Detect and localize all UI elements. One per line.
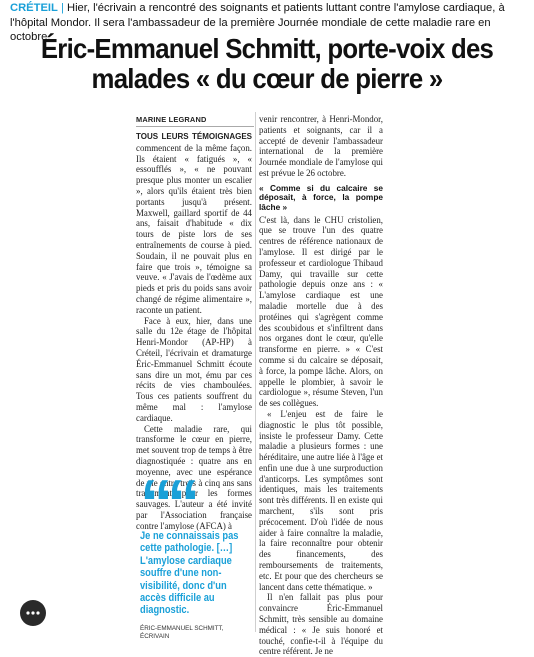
- column2-paragraph-3: « L'enjeu est de faire le diagnostic le plus tôt possible, insiste le professeur Damy. Cette maladie a plusieurs formes : une héréditaire, une autre liée à l'âge et enfin une due à une surproduction d'anticorps. Les symptômes sont identiques, mais les traitements sont très différents. Il en existe qui marchent, s'ils sont pris précocement. D'où l'idée de nous aider à faire connaître la maladie, la faire reconnaître pour obtenir des financements, des remboursements de traitements, etc. Et pour que des chercheurs se lancent dans cette thématique. »: [259, 408, 383, 592]
- byline: MARINE LEGRAND: [136, 115, 207, 124]
- article-column-2: [259, 114, 383, 657]
- column2-paragraph-4: Il n'en fallait pas plus pour convaincre Éric-Emmanuel Schmitt, très sensible au domaine médical : « Je suis honoré et touché, confie-t-il à l'équipe du centre référent. Je ne: [259, 592, 383, 657]
- column2-paragraph-1: venir rencontrer, à Henri-Mondor, patients et soignants, car il a accepté de devenir l'ambassadeur international de la première Journée mondiale de l'amylose qui est prévue le 26 octobre.: [259, 114, 383, 178]
- column1-paragraph-3: Cette maladie rare, qui transforme le cœur en pierre, met souvent trop de temps à être diagnostiquée : quatre ans en moyenne, avec une espérance de vie entre trois à cinq ans sans traitement pour les formes sauvages. L'auteur a été invité par l'Association française contre l'amylose (AFCA) à: [136, 423, 252, 531]
- byline-divider: [136, 126, 254, 127]
- column1-lead: TOUS LEURS TÉMOIGNAGES: [136, 132, 252, 141]
- column2-subhead: « Comme si du calcaire se déposait, à force, la pompe lâche »: [259, 182, 383, 212]
- column-divider: [255, 112, 256, 632]
- pull-quote-text: Je ne connaissais pas cette pathologie. […] L'amylose cardiaque souffre d'une non-visibilité, donc d'un accès difficile au diagnostic.: [140, 530, 239, 617]
- column1-paragraph-1-text: commencent de la même façon. Ils étaient « fatigués », « essoufflés », « ne pouvant presque plus monter un escalier », alors qu'ils étaient très bien portants jusqu'à présent. Maxwell, gaillard sportif de 44 ans, faisait d'habitude « dix tours de piste lors de ses entraînements de course à pied. Soudain, il ne pouvait plus en faire que trois », témoigne sa veuve. « J'avais de l'œdème aux pieds et pris du poids sans avoir changé de régime alimentaire », raconte un patient.: [136, 142, 252, 315]
- quote-marks-icon: ““: [140, 466, 194, 540]
- pull-quote-author-name: ÉRIC-EMMANUEL SCHMITT,: [140, 624, 224, 632]
- column1-paragraph-1: [136, 131, 252, 316]
- kicker-text: Hier, l'écrivain a rencontré des soignants et patients luttant contre l'amylose cardiaque, à l'hôpital Mondor. Il sera l'ambassadeur de la première Journée mondiale de cette maladie rare en octobre.: [10, 2, 505, 43]
- kicker-tag: CRÉTEIL: [10, 2, 58, 14]
- kicker-separator: |: [60, 2, 64, 14]
- pull-quote-author: [140, 625, 252, 641]
- headline: Éric-Emmanuel Schmitt, porte-voix des malades « du cœur de pierre »: [40, 33, 494, 94]
- more-options-icon: [25, 605, 41, 621]
- column1-paragraph-2: Face à eux, hier, dans une salle du 12e étage de l'hôpital Henri-Mondor (AP-HP) à Créteil, l'écrivain et dramaturge Éric-Emmanuel Schmitt écoute sans dire un mot, ému par ces récits de vies chamboulées. Tous ces patients souffrent du même mal : l'amylose cardiaque.: [136, 315, 252, 423]
- more-options-button[interactable]: [20, 600, 46, 626]
- column2-paragraph-2: C'est là, dans le CHU cristolien, que se trouve l'un des quatre centres de référence nationaux de l'amylose. Il est dirigé par le professeur et cardiologue Thibaud Damy, qui travaille sur cette pathologie depuis onze ans : « L'amylose cardiaque est une maladie mortelle due à des protéines qui s'agrègent comme des scoubidous et s'infiltrent dans nos organes dont le cœur, qu'elle transforme en pierre. » « C'est comme si du calcaire se déposait, à force, la pompe lâche. Alors, on appelle le plombier, à savoir le cardiologue », résume Steven, l'un de ses collègues.: [259, 214, 383, 409]
- pull-quote-author-role: ÉCRIVAIN: [140, 632, 170, 640]
